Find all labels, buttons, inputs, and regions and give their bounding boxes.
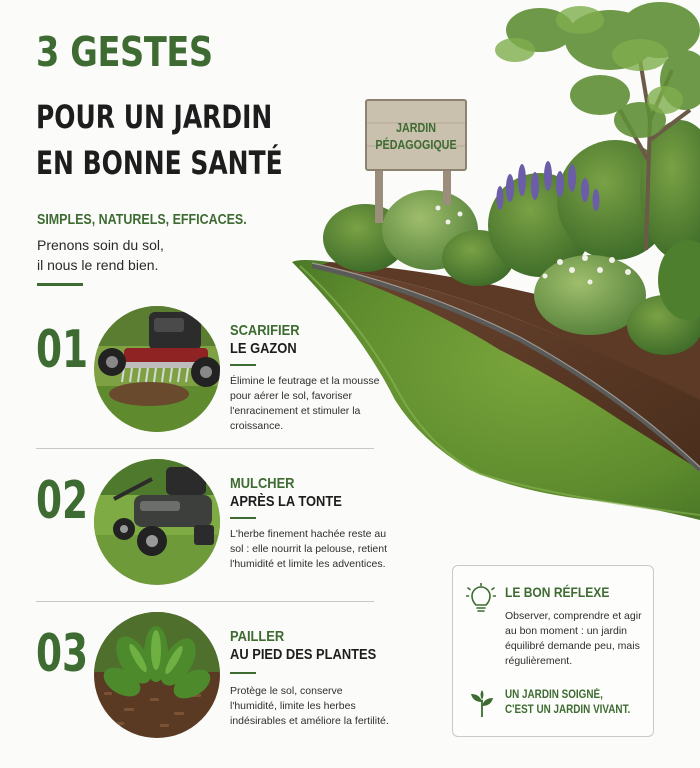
step-number: 03	[36, 624, 89, 684]
intro-line1: Prenons soin du sol,	[37, 237, 164, 253]
step-number: 01	[36, 320, 89, 380]
plant-icon	[469, 690, 495, 718]
step-rule	[230, 672, 256, 674]
callout-title: LE BON RÉFLEXE	[505, 584, 610, 600]
divider	[36, 601, 374, 602]
step-subtitle: AU PIED DES PLANTES	[230, 646, 377, 663]
page-title-line2: POUR UN JARDIN	[36, 98, 273, 136]
garden-sign	[366, 120, 466, 154]
tip-callout	[452, 565, 654, 737]
divider	[36, 448, 374, 449]
callout-footer-line1: UN JARDIN SOIGNÉ,	[505, 689, 603, 701]
step-rule	[230, 364, 256, 366]
lightbulb-icon	[466, 583, 496, 617]
header-rule	[37, 283, 83, 286]
callout-text: Observer, comprendre et agir au bon moment : un jardin équilibré demande peu, mais régulièrement.	[505, 610, 642, 667]
step-title: SCARIFIER	[230, 322, 300, 339]
sign-line2: PÉDAGOGIQUE	[375, 138, 457, 152]
tagline: SIMPLES, NATURELS, EFFICACES.	[37, 212, 247, 228]
step-subtitle: LE GAZON	[230, 340, 297, 357]
step-title: MULCHER	[230, 475, 295, 492]
step-01	[36, 304, 380, 454]
mulched-plants-photo	[94, 612, 220, 738]
step-03	[36, 610, 389, 760]
callout-footer	[505, 688, 630, 718]
lawn-mower-photo	[94, 459, 220, 585]
page-title-line3: EN BONNE SANTÉ	[36, 144, 283, 182]
step-subtitle: APRÈS LA TONTE	[230, 493, 342, 510]
step-rule	[230, 517, 256, 519]
sign-line1: JARDIN	[395, 121, 437, 135]
lawn-scarifier-photo	[94, 306, 220, 432]
intro-text	[37, 235, 217, 275]
step-02	[36, 457, 388, 607]
callout-footer-line2: C'EST UN JARDIN VIVANT.	[505, 704, 631, 716]
step-number: 02	[36, 471, 89, 531]
step-title: PAILLER	[230, 628, 285, 645]
step-description: Protège le sol, conserve l'humidité, limite les herbes indésirables et améliore la fertilité.	[230, 685, 389, 727]
step-description: Élimine le feutrage et la mousse pour aérer le sol, favoriser l'enracinement et stimuler la croissance.	[230, 375, 380, 432]
step-description: L'herbe finement hachée reste au sol : elle nourrit la pelouse, retient l'humidité et limite les adventices.	[230, 528, 388, 570]
intro-line2: il nous le rend bien.	[37, 257, 159, 273]
page-title: 3 GESTES	[36, 28, 213, 76]
